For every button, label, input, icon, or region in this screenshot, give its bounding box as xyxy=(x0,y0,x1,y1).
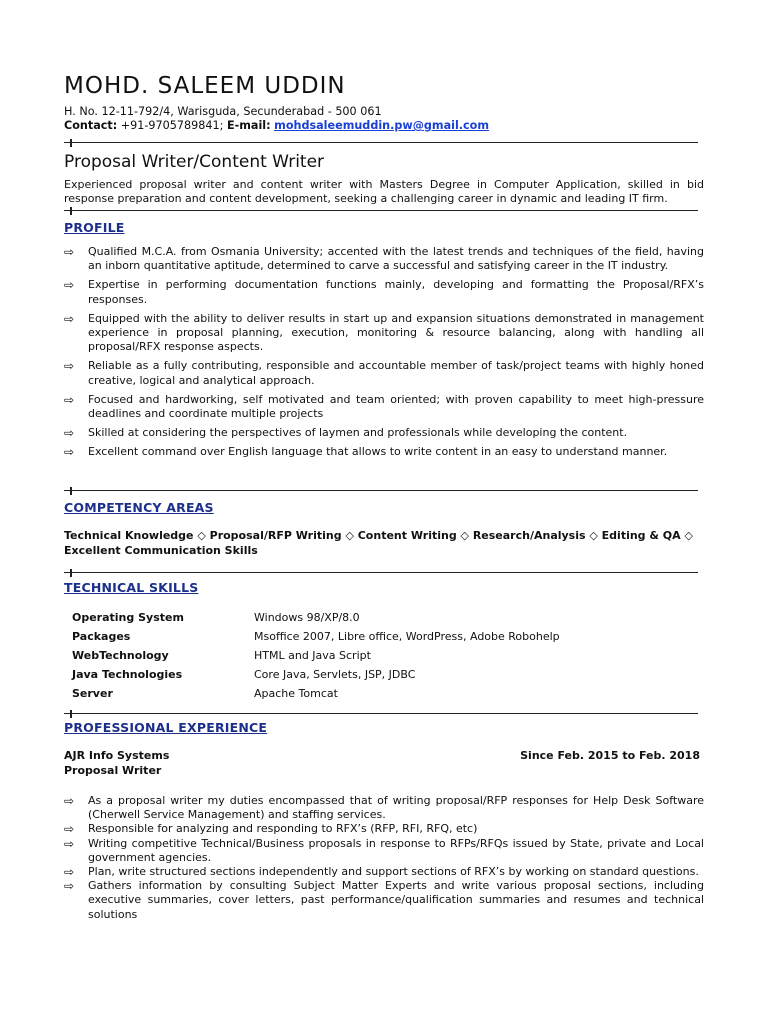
bullet-text: Plan, write structured sections independently and support sections of RFX’s by working on standard questions. xyxy=(88,865,699,879)
profile-heading: PROFILE xyxy=(64,220,125,235)
arrow-right-icon: ⇨ xyxy=(64,392,75,407)
bullet-item xyxy=(64,312,704,355)
bullet-item xyxy=(64,837,704,865)
bullet-item xyxy=(64,393,704,421)
section-divider xyxy=(64,490,698,491)
skill-value: Windows 98/XP/8.0 xyxy=(254,611,360,624)
section-divider xyxy=(64,210,698,211)
divider-tick xyxy=(70,139,72,147)
competency-heading: COMPETENCY AREAS xyxy=(64,500,214,515)
bullet-item xyxy=(64,245,704,273)
email-label: E-mail: xyxy=(226,119,271,132)
bullet-item xyxy=(64,794,704,822)
section-divider xyxy=(64,142,698,143)
job-header xyxy=(64,748,704,778)
bullet-item xyxy=(64,278,704,306)
skill-label: Server xyxy=(72,687,113,700)
skill-value: HTML and Java Script xyxy=(254,649,371,662)
bullet-text: Excellent command over English language that allows to write content in an easy to understand manner. xyxy=(88,445,668,459)
bullet-item xyxy=(64,445,704,459)
section-divider xyxy=(64,713,698,714)
profile-list xyxy=(64,245,704,465)
bullet-item xyxy=(64,865,704,879)
skill-row xyxy=(64,684,560,703)
contact-line xyxy=(64,119,489,132)
skill-row xyxy=(64,665,560,684)
skill-row xyxy=(64,646,560,665)
job-role: Proposal Writer xyxy=(64,764,162,777)
skill-value: Msoffice 2007, Libre office, WordPress, Adobe Robohelp xyxy=(254,630,560,643)
arrow-right-icon: ⇨ xyxy=(64,311,75,326)
bullet-item xyxy=(64,822,704,836)
candidate-name: MOHD. SALEEM UDDIN xyxy=(64,73,346,99)
skill-value: Apache Tomcat xyxy=(254,687,338,700)
arrow-right-icon: ⇨ xyxy=(64,445,75,460)
skill-label: Java Technologies xyxy=(72,668,183,681)
arrow-right-icon: ⇨ xyxy=(64,879,75,894)
headline-title: Proposal Writer/Content Writer xyxy=(64,152,325,172)
bullet-item xyxy=(64,426,704,440)
arrow-right-icon: ⇨ xyxy=(64,836,75,851)
bullet-item xyxy=(64,879,704,922)
bullet-text: Responsible for analyzing and responding to RFX’s (RFP, RFI, RFQ, etc) xyxy=(88,822,478,836)
phone-number: +91-9705789841; xyxy=(120,119,224,132)
skill-label: Packages xyxy=(72,630,131,643)
skill-label: Operating System xyxy=(72,611,184,624)
arrow-right-icon: ⇨ xyxy=(64,359,75,374)
company-name: AJR Info Systems xyxy=(64,749,170,762)
divider-tick xyxy=(70,569,72,577)
bullet-text: Expertise in performing documentation functions mainly, developing and formatting the Proposal/RFX’s responses. xyxy=(88,278,704,306)
technical-skills-body xyxy=(64,608,560,703)
summary-text: Experienced proposal writer and content writer with Masters Degree in Computer Application, skilled in bid response preparation and content development, seeking a challenging career in dynamic and leading IT firm. xyxy=(64,178,704,205)
arrow-right-icon: ⇨ xyxy=(64,426,75,441)
contact-label: Contact: xyxy=(64,119,118,132)
divider-tick xyxy=(70,710,72,718)
experience-heading: PROFESSIONAL EXPERIENCE xyxy=(64,720,268,735)
skill-label: WebTechnology xyxy=(72,649,169,662)
bullet-text: Gathers information by consulting Subject Matter Experts and write various proposal sections, including executive summaries, cover letters, past performance/qualification summaries and resumes and technical solutions xyxy=(88,879,704,921)
arrow-right-icon: ⇨ xyxy=(64,245,75,259)
bullet-text: Writing competitive Technical/Business proposals in response to RFPs/RFQs issued by State, private and Local government agencies. xyxy=(88,836,704,864)
bullet-text: Qualified M.C.A. from Osmania University; accented with the latest trends and techniques of the field, having an inborn quantitative aptitude, determined to carve a successful and satisfying career in the IT industry. xyxy=(88,245,704,273)
section-divider xyxy=(64,572,698,573)
bullet-text: Skilled at considering the perspectives of laymen and professionals while developing the content. xyxy=(88,426,628,440)
bullet-text: Equipped with the ability to deliver results in start up and expansion situations demonstrated in management experience in proposal planning, execution, monitoring & resource balancing, along with handling all proposal/RFX response aspects. xyxy=(88,311,704,354)
divider-tick xyxy=(70,487,72,495)
technical-skills-heading: TECHNICAL SKILLS xyxy=(64,580,199,595)
skill-value: Core Java, Servlets, JSP, JDBC xyxy=(254,668,416,681)
skill-row xyxy=(64,608,560,627)
address-line: H. No. 12-11-792/4, Warisguda, Secunderabad - 500 061 xyxy=(64,105,382,118)
email-link[interactable]: mohdsaleemuddin.pw@gmail.com xyxy=(274,119,490,132)
bullet-item xyxy=(64,359,704,387)
skill-row xyxy=(64,627,560,646)
arrow-right-icon: ⇨ xyxy=(64,278,75,293)
bullet-text: Reliable as a fully contributing, responsible and accountable member of task/project teams with highly honed creative, logical and analytical approach. xyxy=(88,359,704,387)
experience-list xyxy=(64,794,704,922)
arrow-right-icon: ⇨ xyxy=(64,865,75,880)
technical-skills-table xyxy=(64,608,560,703)
job-dates: Since Feb. 2015 to Feb. 2018 xyxy=(520,749,700,762)
arrow-right-icon: ⇨ xyxy=(64,794,75,808)
arrow-right-icon: ⇨ xyxy=(64,822,75,837)
competency-text: Technical Knowledge ◇ Proposal/RFP Writing ◇ Content Writing ◇ Research/Analysis ◇ Editing & QA ◇ Excellent Communication Skills xyxy=(64,529,693,557)
bullet-text: As a proposal writer my duties encompassed that of writing proposal/RFP responses for Help Desk Software (Cherwell Service Management) and staffing services. xyxy=(88,794,704,822)
divider-tick xyxy=(70,207,72,215)
bullet-text: Focused and hardworking, self motivated and team oriented; with proven capability to meet high-pressure deadlines and coordinate multiple projects xyxy=(88,392,704,421)
